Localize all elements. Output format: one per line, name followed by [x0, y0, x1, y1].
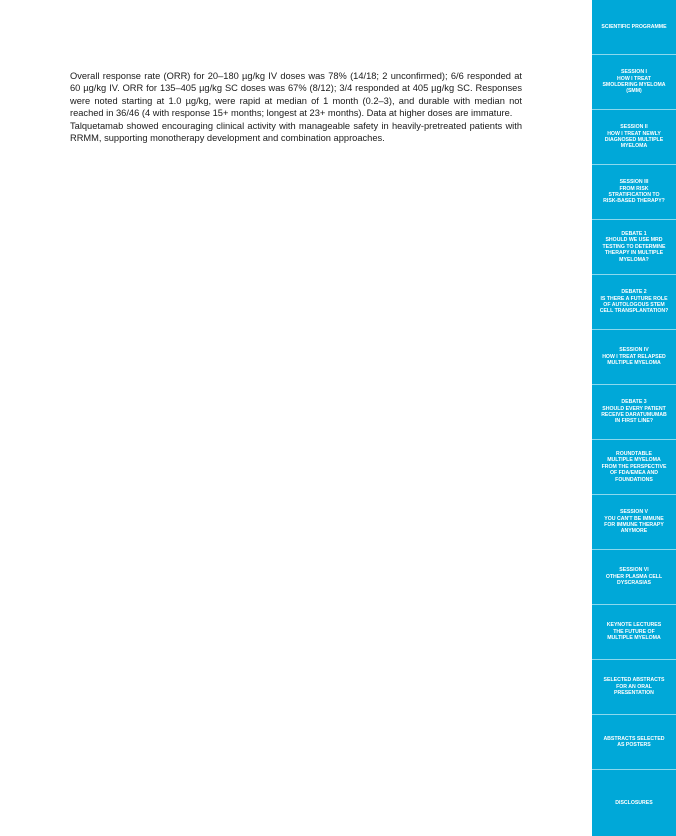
conclusion-paragraph: Talquetamab showed encouraging clinical activity with manageable safety in heavily-pretreated patients with RRMM, supporting monotherapy development and combination approaches.: [70, 120, 522, 144]
nav-disclosures[interactable]: [592, 770, 676, 836]
nav-label: SELECTED ABSTRACTS FOR AN ORAL PRESENTATION: [603, 677, 665, 697]
nav-debate-3[interactable]: [592, 385, 676, 440]
nav-label: SESSION IV HOW I TREAT RELAPSED MULTIPLE MYELOMA: [602, 347, 666, 367]
nav-session-1[interactable]: [592, 55, 676, 110]
programme-sidebar: [592, 0, 676, 836]
nav-scientific-programme[interactable]: [592, 0, 676, 55]
nav-label: SCIENTIFIC PROGRAMME: [601, 23, 667, 30]
nav-roundtable[interactable]: [592, 440, 676, 495]
nav-label: SESSION III FROM RISK STRATIFICATION TO RISK-BASED THERAPY?: [603, 179, 665, 205]
nav-label: KEYNOTE LECTURES THE FUTURE OF MULTIPLE MYELOMA: [606, 622, 662, 642]
nav-debate-1[interactable]: [592, 220, 676, 275]
nav-abstracts-posters[interactable]: [592, 715, 676, 770]
results-paragraph: Overall response rate (ORR) for 20–180 µg/kg IV doses was 78% (14/18; 2 unconfirmed); 6/6 responded at 60 µg/kg IV. ORR for 135–405 µg/kg SC doses was 67% (8/12); 3/4 responded at 405 µg/kg SC. Responses were noted starting at 1.0 µg/kg, were rapid at median of 1 month (0.2–3), and durable with median not reached in 36/46 (4 with response 15+ months; longest at 23+ months). Data at higher doses are immature.: [70, 71, 522, 119]
nav-label: SESSION I HOW I TREAT SMOLDERING MYELOMA (SMM): [602, 69, 666, 95]
nav-label: ROUNDTABLE MULTIPLE MYELOMA FROM THE PERSPECTIVE OF FDA/EMEA AND FOUNDATIONS: [601, 450, 667, 483]
nav-label: SESSION VI OTHER PLASMA CELL DYSCRASIAS: [605, 567, 663, 587]
nav-label: DEBATE 1 SHOULD WE USE MRD TESTING TO DETERMINE THERAPY IN MULTIPLE MYELOMA?: [602, 230, 666, 263]
nav-label: DISCLOSURES: [615, 799, 653, 806]
nav-keynote-lectures[interactable]: [592, 605, 676, 660]
nav-session-2[interactable]: [592, 110, 676, 165]
nav-session-3[interactable]: [592, 165, 676, 220]
nav-session-6[interactable]: [592, 550, 676, 605]
nav-debate-2[interactable]: [592, 275, 676, 330]
nav-session-5[interactable]: [592, 495, 676, 550]
nav-label: SESSION II HOW I TREAT NEWLY DIAGNOSED MULTIPLE MYELOMA: [604, 124, 664, 150]
nav-label: ABSTRACTS SELECTED AS POSTERS: [603, 735, 665, 748]
nav-label: DEBATE 2 IS THERE A FUTURE ROLE OF AUTOLOGOUS STEM CELL TRANSPLANTATION?: [599, 289, 669, 315]
abstract-text: [70, 70, 522, 144]
nav-session-4[interactable]: [592, 330, 676, 385]
nav-label: DEBATE 3 SHOULD EVERY PATIENT RECEIVE DARATUMUMAB IN FIRST LINE?: [601, 399, 667, 425]
nav-selected-abstracts-oral[interactable]: [592, 660, 676, 715]
nav-label: SESSION V YOU CAN'T BE IMMUNE FOR IMMUNE THERAPY ANYMORE: [604, 509, 664, 535]
